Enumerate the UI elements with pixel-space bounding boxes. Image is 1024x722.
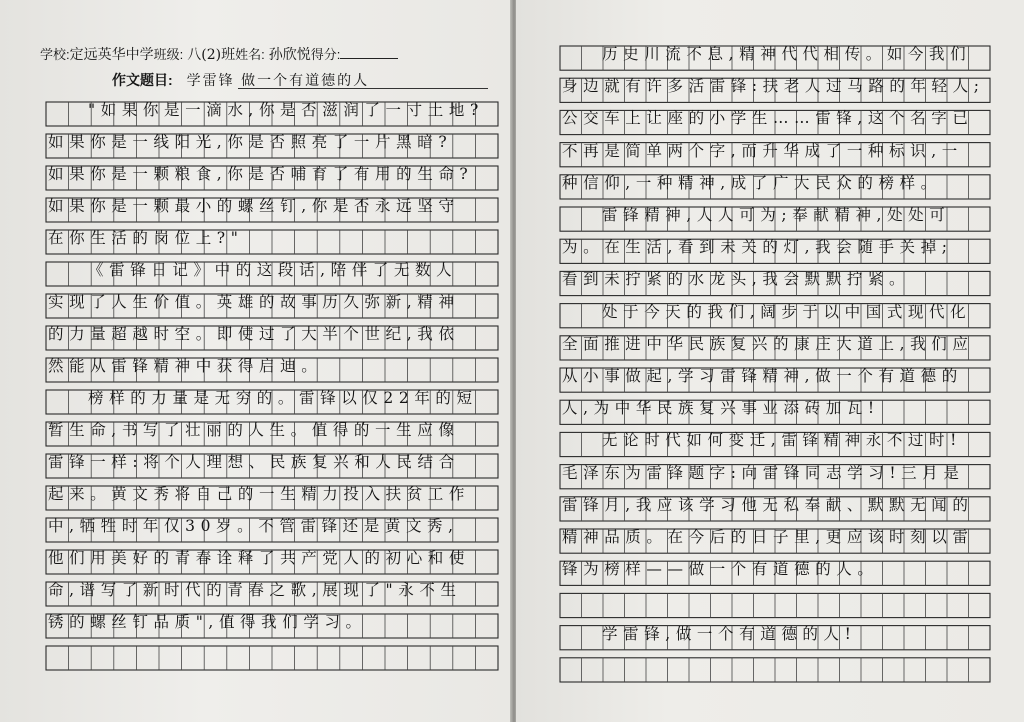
essay-line <box>560 489 990 521</box>
essay-line <box>46 350 498 382</box>
essay-line <box>560 135 990 167</box>
essay-line <box>560 618 990 650</box>
essay-line-text: 的力量超越时空。即使过了大半个世纪,我依 <box>48 325 460 343</box>
essay-line-text: 锋为榜样——做一个有道德的人。 <box>562 560 879 579</box>
name-value: 孙欣悦 <box>268 47 311 63</box>
essay-line-text: 在你生活的岗位上?" <box>48 229 244 247</box>
essay-line <box>560 231 990 263</box>
essay-line <box>46 414 498 446</box>
essay-line-text: 命,谱写了新时代的青春之歌,展现了"永不生 <box>48 581 462 599</box>
essay-line <box>46 126 498 158</box>
essay-line <box>560 360 990 392</box>
essay-line <box>560 167 990 199</box>
essay-line-text: 暂生命,书写了壮丽的人生。值得的一生应像 <box>48 421 460 439</box>
essay-line <box>46 542 498 574</box>
essay-line-text: 不再是简单两个字,而升华成了一种标识,一 <box>562 141 963 160</box>
essay-line <box>560 392 990 424</box>
essay-line <box>560 521 990 553</box>
essay-line <box>560 102 990 134</box>
essay-line-text: 锈的螺丝钉品质",值得我们学习。 <box>48 613 367 631</box>
essay-line <box>560 585 990 617</box>
score-label: 得分: <box>310 47 341 62</box>
essay-title-label: 作文题目: <box>112 72 173 88</box>
essay-line-text: 雷锋一样:将个人理想、民族复兴和人民结合 <box>48 453 460 471</box>
essay-line-text: 雷锋精神,人人可为;奉献精神,处处可 <box>602 206 951 224</box>
essay-line-text: 中,牺牲时年仅30岁。不管雷锋还是黄文秀, <box>48 517 459 535</box>
name-label: 姓名: <box>235 47 265 62</box>
essay-line <box>46 446 498 478</box>
essay-line-text: 毛泽东为雷锋题字:向雷锋同志学习!三月是 <box>562 463 965 482</box>
essay-line-text: 从小事做起,学习雷锋精神,做一个有道德的 <box>562 367 963 385</box>
essay-line-text: 看到未拧紧的水龙头,我会默默拧紧。 <box>562 270 911 289</box>
essay-line <box>560 328 990 360</box>
essay-line <box>560 553 990 585</box>
essay-line <box>46 606 498 638</box>
essay-line-text: 《雷锋日记》中的这段话,陪伴了无数人 <box>88 261 458 279</box>
essay-line-text: 种信仰,一种精神,成了广大民众的榜样。 <box>562 173 942 192</box>
essay-line <box>46 190 498 222</box>
class-value: 八(2)班 <box>187 47 236 63</box>
essay-line-text: 如果你是一颗粮食,你是否哺育了有用的生命? <box>48 165 474 183</box>
essay-line-text: 精神品质。在今后的日子里,更应该时刻以雷 <box>562 528 974 546</box>
essay-line <box>560 457 990 489</box>
essay-line-text: 无论时代如何变迁,雷锋精神永不过时! <box>602 431 962 450</box>
essay-line-text: 实现了人生价值。英雄的故事历久弥新,精神 <box>48 293 460 311</box>
essay-line <box>560 199 990 231</box>
essay-line <box>46 318 498 350</box>
essay-line-text: 历史川流不息,精神代代相传。如今我们 <box>602 45 972 63</box>
school-label: 学校: <box>40 47 70 62</box>
essay-line-text: 全面推进中华民族复兴的康庄大道上,我们应 <box>562 334 974 353</box>
right-essay-text <box>560 38 990 662</box>
essay-line <box>560 263 990 295</box>
essay-line <box>46 286 498 318</box>
essay-line-text: 身边就有许多活雷锋:扶老人过马路的年轻人; <box>562 77 985 96</box>
essay-line-text: 公交车上让座的小学生……雷锋,这个名字已 <box>562 109 974 128</box>
essay-line-text: "如果你是一滴水,你是否滋润了一寸土地? <box>88 101 484 119</box>
essay-line-text: 他们用美好的青春诠释了共产党人的初心和使 <box>48 549 471 567</box>
essay-line-text: 然能从雷锋精神中获得启迪。 <box>48 357 323 375</box>
essay-line <box>46 478 498 510</box>
essay-line-text: 学雷锋,做一个有道德的人! <box>602 624 857 643</box>
essay-line-text: 如果你是一线阳光,你是否照亮了一片黑暗? <box>48 133 453 151</box>
essay-line <box>46 510 498 542</box>
essay-line <box>46 158 498 190</box>
essay-line-text: 雷锋月,我应该学习他无私奉献、默默无闻的 <box>562 495 974 514</box>
essay-line <box>46 254 498 286</box>
school-value: 定远英华中学 <box>69 47 154 63</box>
left-essay-text <box>46 94 498 670</box>
essay-line <box>560 424 990 456</box>
essay-line-text: 人,为中华民族复兴事业添砖加瓦! <box>562 399 880 418</box>
essay-line <box>46 382 498 414</box>
essay-line-text: 处于今天的我们,阔步于以中国式现代化 <box>602 302 972 321</box>
essay-line-text: 榜样的力量是无穷的。雷锋以仅22年的短 <box>88 389 478 407</box>
essay-line <box>46 574 498 606</box>
right-page <box>516 0 1024 722</box>
essay-line <box>46 94 498 126</box>
class-label: 班级: <box>153 47 184 62</box>
essay-line <box>560 38 990 70</box>
essay-line <box>560 296 990 328</box>
essay-line <box>46 222 498 254</box>
essay-line-text: 为。在生活,看到未关的灯,我会随手关掉; <box>562 238 953 257</box>
essay-line-text: 如果你是一颗最小的螺丝钉,你是否永远坚守 <box>48 197 460 215</box>
essay-line <box>560 70 990 102</box>
essay-line-text: 起来。黄文秀将自己的一生精力投入扶贫工作 <box>48 485 471 503</box>
essay-title: 学雷锋 做一个有道德的人 <box>186 73 370 89</box>
